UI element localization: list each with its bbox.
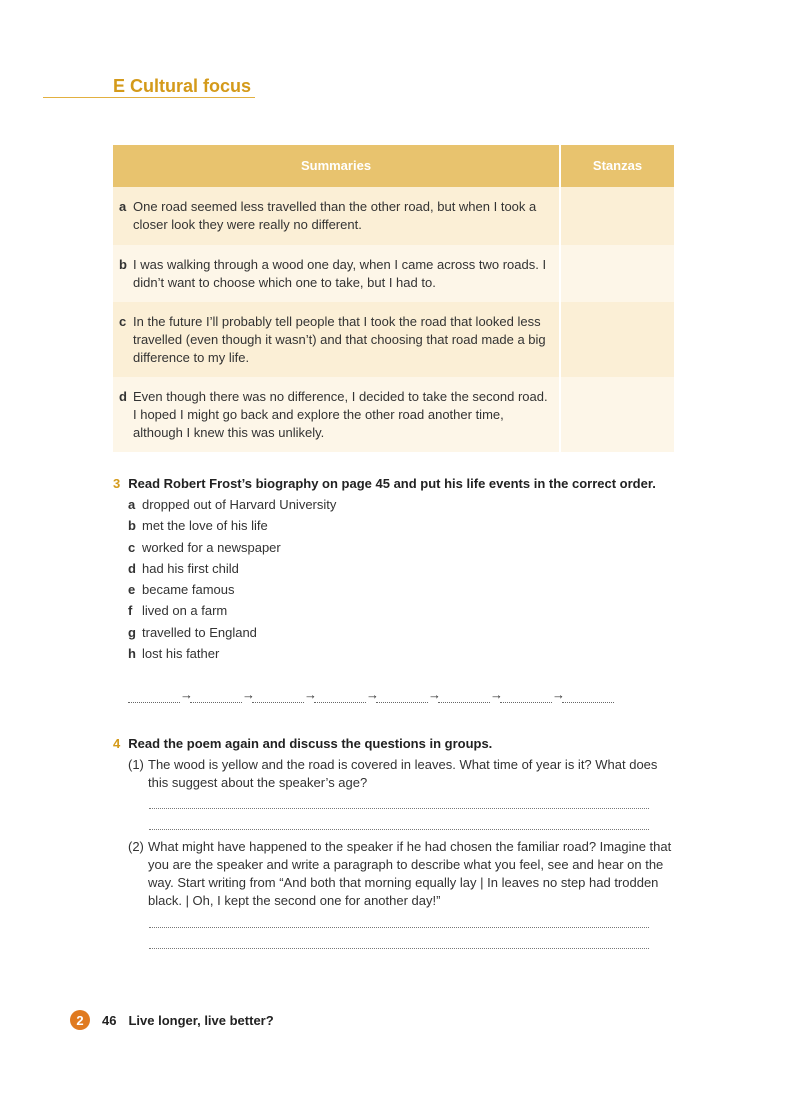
sub-question-1 — [128, 756, 672, 792]
arrow-right-icon: → — [180, 687, 193, 702]
answer-line[interactable] — [149, 829, 649, 830]
arrow-right-icon: → — [366, 687, 379, 702]
table-header-row — [113, 145, 674, 187]
list-item: f lived on a farm — [128, 603, 228, 619]
table-row — [113, 187, 674, 245]
summary-text: I was walking through a wood one day, when I came across two roads. I didn’t want to choose which one to take, but I had to. — [133, 256, 547, 290]
arrow-right-icon: → — [428, 687, 441, 702]
row-letter: a — [119, 199, 127, 214]
sub-question-number: (1) — [128, 757, 144, 772]
answer-blank[interactable] — [252, 688, 304, 703]
list-item: h lost his father — [128, 646, 220, 662]
row-letter: b — [119, 256, 127, 272]
stanza-cell[interactable] — [560, 302, 674, 377]
life-events-list — [128, 496, 336, 666]
answer-blank[interactable] — [376, 688, 428, 703]
stanzas-header: Stanzas — [560, 145, 674, 187]
answer-line[interactable] — [149, 948, 649, 949]
sub-question-text: What might have happened to the speaker if he had chosen the familiar road? Imagine that you are the speaker and write a paragraph to describe what you feel, see and hear on the way. Start writing from “And both that morning equally lay | In leaves no step had trodden black. | Oh, I kept the second one for another day!” — [148, 839, 672, 908]
list-item: d had his first child — [128, 560, 239, 576]
row-letter: d — [119, 388, 127, 404]
answer-blank[interactable] — [314, 688, 366, 703]
question-number: 3 — [113, 476, 121, 491]
answer-line[interactable] — [149, 808, 649, 809]
summary-text: In the future I’ll probably tell people that I took the road that looked less travelled (even though it wasn’t) and that choosing that road made a big difference to my life. — [133, 313, 546, 365]
summary-text: Even though there was no difference, I decided to take the second road. I hoped I might go back and explore the other road another time, although I knew this was unlikely. — [133, 388, 548, 440]
page-number: 46 — [102, 1012, 117, 1028]
answer-blank[interactable] — [500, 688, 552, 703]
page-footer — [70, 1010, 274, 1030]
arrow-right-icon: → — [490, 687, 503, 702]
unit-badge: 2 — [70, 1010, 90, 1030]
table-row — [113, 245, 674, 302]
answer-blank[interactable] — [190, 688, 242, 703]
order-sequence — [128, 688, 614, 703]
answer-blank[interactable] — [562, 688, 614, 703]
question-3-heading — [113, 476, 656, 491]
list-item: e became famous — [128, 582, 235, 598]
stanza-cell[interactable] — [560, 377, 674, 452]
summary-table — [113, 145, 674, 452]
question-text: Read Robert Frost’s biography on page 45 and put his life events in the correct order. — [128, 476, 656, 491]
table-row — [113, 302, 674, 377]
arrow-right-icon: → — [242, 687, 255, 702]
list-item: a dropped out of Harvard University — [128, 497, 337, 512]
summaries-header: Summaries — [113, 145, 560, 187]
question-text: Read the poem again and discuss the questions in groups. — [128, 736, 493, 751]
arrow-right-icon: → — [552, 687, 565, 702]
list-item: c worked for a newspaper — [128, 539, 281, 555]
stanza-cell[interactable] — [560, 245, 674, 302]
question-4-heading — [113, 736, 492, 751]
row-letter: c — [119, 313, 127, 329]
question-number: 4 — [113, 736, 121, 751]
answer-line[interactable] — [149, 927, 649, 928]
unit-title: Live longer, live better? — [128, 1012, 274, 1028]
section-title: E Cultural focus — [113, 76, 252, 96]
table-row — [113, 377, 674, 452]
summary-text: One road seemed less travelled than the other road, but when I took a closer look they were really no different. — [133, 199, 537, 232]
arrow-right-icon: → — [304, 687, 317, 702]
list-item: g travelled to England — [128, 624, 257, 640]
list-item: b met the love of his life — [128, 518, 268, 534]
sub-question-2 — [128, 838, 672, 910]
answer-blank[interactable] — [438, 688, 490, 703]
title-underline — [43, 97, 255, 98]
sub-question-text: The wood is yellow and the road is covered in leaves. What time of year is it? What does this suggest about the speaker’s age? — [148, 757, 658, 790]
sub-question-number: (2) — [128, 839, 144, 854]
stanza-cell[interactable] — [560, 187, 674, 245]
answer-blank[interactable] — [128, 688, 180, 703]
